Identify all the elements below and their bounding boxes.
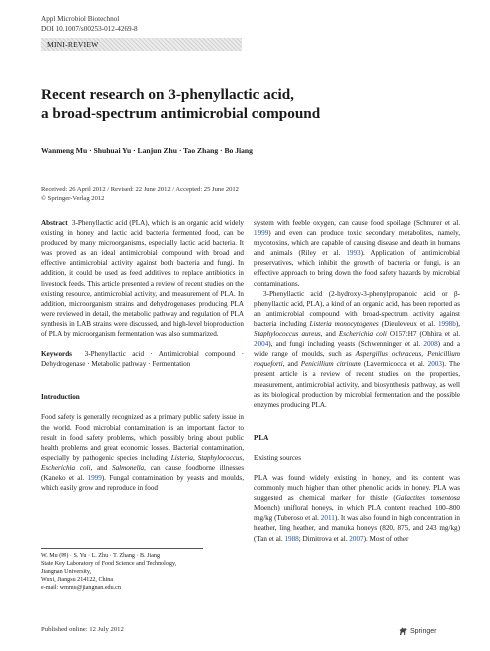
abstract-label: Abstract bbox=[41, 219, 68, 227]
text-run: PLA was found widely existing in honey, and its content was commonly much higher than other phenolic acids in honey. PLA was suggested as chemical marker for thistle ( bbox=[254, 473, 460, 503]
text-run: , and bbox=[320, 330, 339, 339]
introduction-paragraph bbox=[41, 412, 244, 493]
citation-link[interactable]: 2007 bbox=[349, 534, 364, 543]
footnote-names: W. Mu (✉) · S. Yu · L. Zhu · T. Zhang · B. Jiang bbox=[41, 553, 161, 559]
species-name: Listeria monocytogenes bbox=[309, 319, 379, 328]
citation-link[interactable]: 2003 bbox=[427, 360, 442, 369]
left-column bbox=[41, 218, 244, 493]
species-name: Galactites tomentosa bbox=[395, 494, 460, 503]
species-name: Staphylococcus bbox=[197, 453, 243, 462]
published-online-date: Published online: 12 July 2012 bbox=[41, 626, 124, 633]
footnote-address: Wuxi, Jiangsu 214122, China bbox=[41, 577, 114, 583]
text-run: , and bbox=[282, 360, 301, 369]
species-name: Penicillium citrinum bbox=[300, 360, 361, 369]
text-run: , bbox=[421, 350, 428, 359]
text-run: ). Fungal contamination by yeasts and moulds, which easily grow and reproduce in food bbox=[41, 473, 244, 493]
copyright: © Springer-Verlag 2012 bbox=[41, 194, 105, 202]
received-dates: Received: 26 April 2012 / Revised: 22 June 2012 / Accepted: 25 June 2012 bbox=[41, 186, 239, 193]
author-affiliation-footnote bbox=[41, 548, 203, 592]
text-run: ). Application of antimicrobial preservatives, which inhibit the growth of bacteria or fungi, is an effective approach to bring down the food safety hazards by microbial contaminations. bbox=[254, 249, 460, 288]
abstract-text: 3-Phenyllactic acid (PLA), which is an organic acid widely existing in honey and lactic acid bacteria fermented food, can be produced by many microorganisms, especially lactic acid bacteria. It was proved as an ideal antimicrobial compound with broad and effective antimicrobial activity against both bacteria and fungi. In addition, it could be used as feed additives to replace antibiotics in livestock feeds. This article presented a review of recent studies on the existing resource, antimicrobial activity, and measurement of PLA. In addition, microorganism strains and dehydrogenases producing PLA were reviewed in detail, the metabolic pathway and regulation of PLA synthesis in LAB strains were discussed, and high-level bioproduction of PLA by microorganism fermentation was also summarized. bbox=[41, 219, 244, 339]
text-run: ), and fungi including yeasts (Schwenninger et al. bbox=[268, 340, 424, 349]
title-line-2: a broad-spectrum antimicrobial compound bbox=[41, 104, 321, 122]
springer-horse-icon bbox=[398, 626, 408, 636]
journal-name: Appl Microbiol Biotechnol bbox=[41, 15, 120, 23]
species-name: Penicillium roqueforti bbox=[254, 350, 461, 369]
author-list: Wanmeng Mu · Shuhuai Yu · Lanjun Zhu · Tao Zhang · Bo Jiang bbox=[41, 146, 253, 155]
section-heading-introduction: Introduction bbox=[41, 393, 80, 402]
text-run: ) and even can produce toxic secondary metabolites, namely, mycotoxins, which are capable of causing disease and death in humans and animals (Riley et al. bbox=[254, 229, 460, 258]
text-run: O157:H7 (Ohhira et al. bbox=[386, 330, 460, 339]
text-run: ), bbox=[455, 319, 460, 328]
body-paragraph bbox=[254, 473, 460, 544]
keywords-label: Keywords bbox=[41, 350, 72, 359]
species-name: Escherichia coli bbox=[41, 463, 91, 472]
publisher-logo bbox=[398, 626, 436, 636]
keywords-text: 3-Phenyllactic acid · Antimicrobial compound · Dehydrogenase · Metabolic pathway · Fermentation bbox=[41, 350, 244, 369]
species-name: Aspergillus ochraceus bbox=[355, 350, 422, 359]
abstract bbox=[41, 218, 244, 339]
text-run: , and bbox=[90, 463, 112, 472]
body-paragraph bbox=[254, 289, 460, 410]
right-column bbox=[254, 218, 460, 544]
text-run: (Lavermicocca et al. bbox=[360, 360, 428, 369]
citation-link[interactable]: 2011 bbox=[320, 514, 335, 523]
keywords bbox=[41, 349, 244, 369]
section-heading-pla: PLA bbox=[254, 433, 269, 442]
journal-header bbox=[41, 15, 138, 34]
citation-link[interactable]: 2008 bbox=[423, 340, 438, 349]
text-run: ) and a wide range of moulds, such as bbox=[254, 340, 460, 359]
text-run: Food safety is generally recognized as a primary public safety issue in the world. Food microbial contamination is an important factor to result in food safety problems, which possibly bring about public health problems and great economic losses. Bacterial contamination, especially by pathogenic species including bbox=[41, 413, 244, 462]
publisher-name: Springer bbox=[410, 627, 437, 635]
title-line-1: Recent research on 3-phenyllactic acid, bbox=[41, 86, 294, 103]
citation-link[interactable]: 1993 bbox=[346, 249, 361, 258]
citation-link[interactable]: 1999 bbox=[254, 229, 269, 238]
citation-link[interactable]: 1998b bbox=[437, 319, 456, 328]
footnote-affiliation: Jiangnan University, bbox=[41, 569, 92, 575]
species-name: Staphylococcus aureus bbox=[254, 330, 321, 339]
body-paragraph bbox=[254, 218, 460, 289]
text-run: ). It was also found in high concentration in heather, ling heather, and manuka honeys (820, 875, and 243 mg/kg) (Tan et al. bbox=[254, 514, 460, 543]
citation-link[interactable]: 1988 bbox=[284, 534, 299, 543]
doi: DOI 10.1007/s00253-012-4269-8 bbox=[41, 24, 138, 33]
text-run: system with feeble oxygen, can cause food spoilage (Schnurer et al. bbox=[254, 219, 460, 227]
footnote-email[interactable]: e-mail: wmmu@jiangnan.edu.cn bbox=[41, 585, 121, 591]
citation-link[interactable]: 2004 bbox=[254, 340, 269, 349]
text-run: , bbox=[192, 453, 198, 462]
text-run: Moench) unifloral honeys, in which PLA content reached 100–800 mg/kg (Tuberoso et al. bbox=[254, 504, 460, 523]
text-run: ; Dimitrova et al. bbox=[298, 534, 350, 543]
article-dates bbox=[41, 186, 239, 203]
text-run: (Dieuleveux et al. bbox=[378, 319, 438, 328]
article-title bbox=[41, 86, 461, 123]
species-name: Salmonella bbox=[112, 463, 145, 472]
species-name: Escherichia coli bbox=[338, 330, 387, 339]
text-run: ). Most of other bbox=[363, 534, 409, 543]
text-run: , can cause foodborne illnesses (Kaneko et al. bbox=[41, 463, 244, 482]
species-name: Listeria bbox=[170, 453, 193, 462]
footnote-affiliation: State Key Laboratory of Food Science and Technology, bbox=[41, 561, 177, 567]
text-run: ). The present article is a review of recent studies on the properties, measurement, antimicrobial activity, and biosynthesis pathway, as well as its biological production by microbial fermentation and the possible enzymes producing PLA. bbox=[254, 360, 461, 409]
text-run: 3-Phenyllactic acid (2-hydroxy-3-phenylpropanoic acid or β-phenyllactic acid, PLA), a kind of an organic acid, has been reported as an antimicrobial compound with broad-spectrum activity against bacteria including bbox=[254, 289, 460, 328]
subsection-heading-existing-sources: Existing sources bbox=[254, 453, 302, 462]
citation-link[interactable]: 1999 bbox=[87, 473, 102, 482]
text-run: , bbox=[242, 453, 244, 462]
article-type-badge: MINI-REVIEW bbox=[41, 38, 242, 51]
